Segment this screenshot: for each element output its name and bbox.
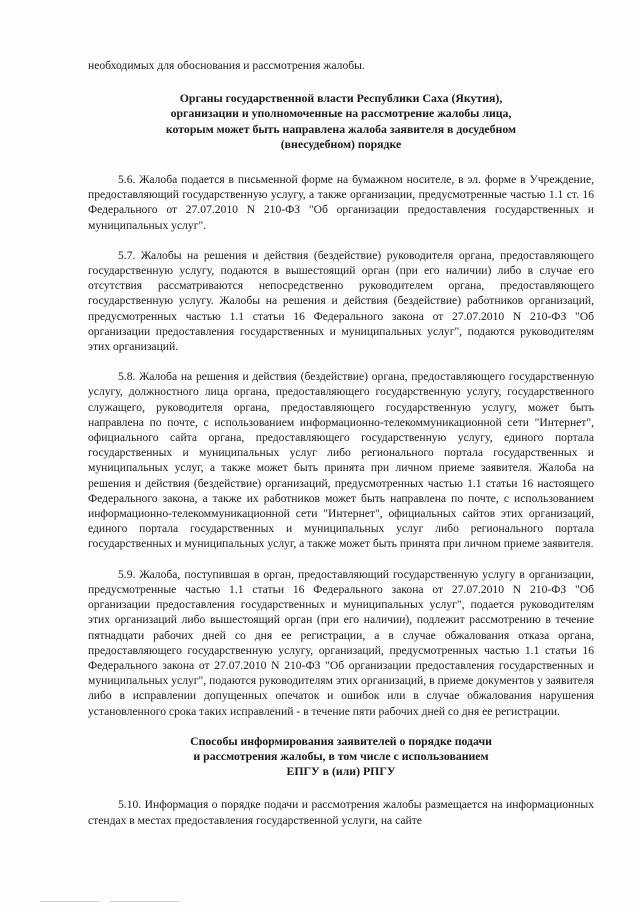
heading-line: Способы информирования заявителей о порядке подачи — [190, 733, 492, 748]
paragraph-5-8: 5.8. Жалоба на решения и действия (бездействие) органа, предоставляющего государственную услугу, должностного лица органа, предоставляющего государственную услугу, государственного служащего, руководителя органа, предоставляющего государственную услугу, может быть направлена по почте, с использованием информационно-телекоммуникационной сети "Интернет", официального сайта органа, предоставляющего государственную услугу, единого портала государственных и муниципальных услуг либо регионального портала государственных и муниципальных услуг, а также может быть принята при личном приеме заявителя. Жалоба на решения и действия (бездействие) организаций, предусмотренных частью 1.1 статьи 16 настоящего Федерального закона, а также их работников может быть направлена по почте, с использованием информационно-телекоммуникационной сети "Интернет", официальных сайтов этих организаций, единого портала государственных и муниципальных услуг либо регионального портала государственных и муниципальных услуг, а также может быть принята при личном приеме заявителя. — [88, 370, 594, 551]
heading-line: которым может быть направлена жалоба заявителя в досудебном — [165, 121, 517, 136]
paragraph-5-9: 5.9. Жалоба, поступившая в орган, предоставляющий государственную услугу в организации, предусмотренные частью 1.1 статьи 16 Федерального закона от 27.07.2010 N 210-ФЗ "Об организации предоставления государственных и муниципальных услуг", подается руководителям этих организаций либо вышестоящий орган (при его наличии), подлежит рассмотрению в течение пятнадцати рабочих дней со дня ее регистрации, а в случае обжалования отказа органа, предоставляющего государственную услугу, организаций, предусмотренных частью 1.1 статьи 16 Федерального закона от 27.07.2010 N 210-ФЗ "Об организации предоставления государственных и муниципальных услуг", подаются руководителям этих организаций, в приеме документов у заявителя либо в исправлении допущенных опечаток и ошибок или в случае обжалования нарушения установленного срока таких исправлений - в течение пяти рабочих дней со дня ее регистрации. — [88, 567, 594, 718]
scan-artifact — [40, 901, 100, 902]
section-heading-informing-methods — [88, 734, 594, 780]
heading-line: и рассмотрения жалобы, в том числе с использованием — [193, 748, 489, 763]
heading-line: Органы государственной власти Республики Саха (Якутия), — [179, 91, 503, 106]
scan-artifact — [110, 901, 180, 902]
heading-line: (внесудебном) порядке — [280, 136, 402, 151]
section-heading-complaint-bodies — [88, 91, 594, 152]
continuation-line: необходимых для обоснования и рассмотрения жалобы. — [88, 59, 365, 72]
paragraph-5-7: 5.7. Жалобы на решения и действия (бездействие) руководителя органа, предоставляющего государственную услугу, подаются в вышестоящий орган (при его наличии) либо в случае его отсутствия рассматриваются непосредственно руководителем органа, предоставляющего государственную услугу. Жалобы на решения и действия (бездействие) работников организаций, предусмотренных частью 1.1 статьи 16 Федерального закона от 27.07.2010 N 210-ФЗ "Об организации предоставления государственных и муниципальных услуг", подаются руководителям этих организаций. — [88, 248, 594, 354]
heading-line: ЕПГУ в (или) РПГУ — [286, 764, 396, 779]
heading-line: организации и уполномоченные на рассмотрение жалобы лица, — [170, 106, 512, 121]
paragraph-5-6: 5.6. Жалоба подается в письменной форме на бумажном носителе, в эл. форме в Учреждение, предоставляющий государственную услугу, а также организации, предусмотренные частью 1.1 ст. 16 Федерального от 27.07.2010 N 210-ФЗ "Об организации предоставления государственных и муниципальных услуг". — [88, 173, 594, 232]
paragraph-5-10: 5.10. Информация о порядке подачи и рассмотрения жалобы размещается на информационных стендах в местах предоставления государственной услуги, на сайте — [88, 798, 594, 827]
document-body — [88, 58, 594, 828]
